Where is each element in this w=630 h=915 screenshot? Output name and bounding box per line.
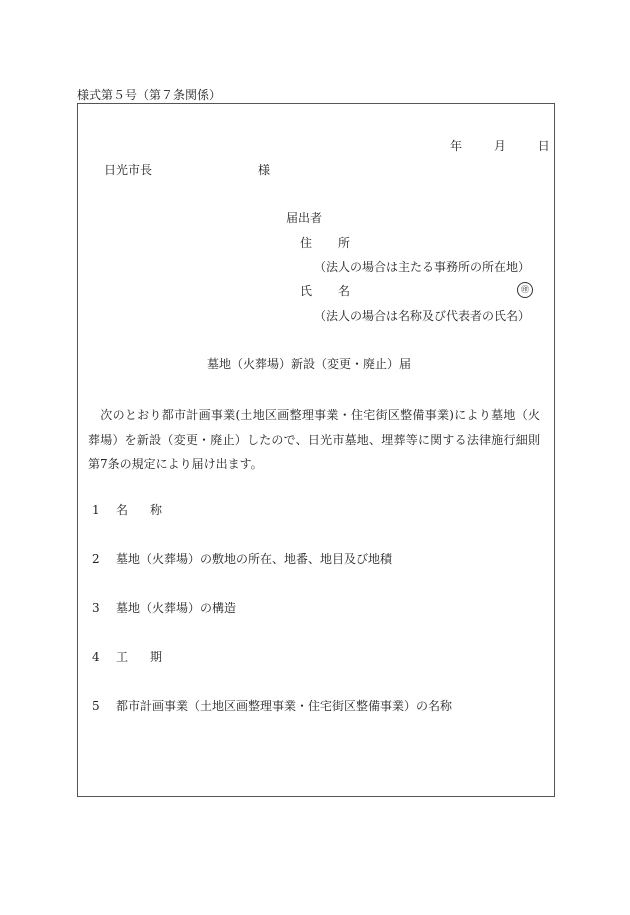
- item-5: [92, 700, 452, 712]
- item-2: [92, 553, 392, 565]
- date-year-label: 年: [450, 139, 463, 153]
- body-paragraph: 次のとおり都市計画事業(土地区画整理事業・住宅街区整備事業)により墓地（火葬場）を新設（変更・廃止）したので、日光市墓地、埋葬等に関する法律施行細則第7条の規定により届け出ます。: [88, 408, 540, 471]
- document-title: 墓地（火葬場）新設（変更・廃止）届: [207, 357, 412, 371]
- date-day-label: 日: [537, 139, 550, 153]
- name-note: （法人の場合は名称及び代表者の氏名）: [314, 309, 531, 323]
- name-label: 氏名: [300, 284, 377, 298]
- applicant-heading: 届出者: [286, 211, 323, 225]
- item-label: 名称: [116, 503, 185, 517]
- item-label: 都市計画事業（土地区画整理事業・住宅街区整備事業）の名称: [116, 699, 453, 713]
- item-label: 工期: [116, 650, 185, 664]
- item-4: [92, 651, 184, 663]
- address-note: （法人の場合は主たる事務所の所在地）: [314, 260, 531, 274]
- item-number: 3: [92, 601, 100, 615]
- seal-mark: ㊞: [517, 282, 533, 298]
- item-label: 墓地（火葬場）の構造: [116, 601, 237, 615]
- address-label: 住所: [300, 236, 377, 250]
- date-month-label: 月: [493, 139, 506, 153]
- form-number: 様式第５号（第７条関係）: [77, 88, 222, 102]
- addressee: 日光市長: [104, 163, 153, 177]
- item-label: 墓地（火葬場）の敷地の所在、地番、地目及び地積: [116, 552, 393, 566]
- item-number: 5: [92, 699, 100, 713]
- item-3: [92, 602, 236, 614]
- item-1: [92, 504, 184, 516]
- addressee-honorific: 様: [258, 163, 271, 177]
- item-number: 2: [92, 552, 100, 566]
- date-row: [450, 140, 550, 152]
- item-number: 4: [92, 650, 100, 664]
- item-number: 1: [92, 503, 100, 517]
